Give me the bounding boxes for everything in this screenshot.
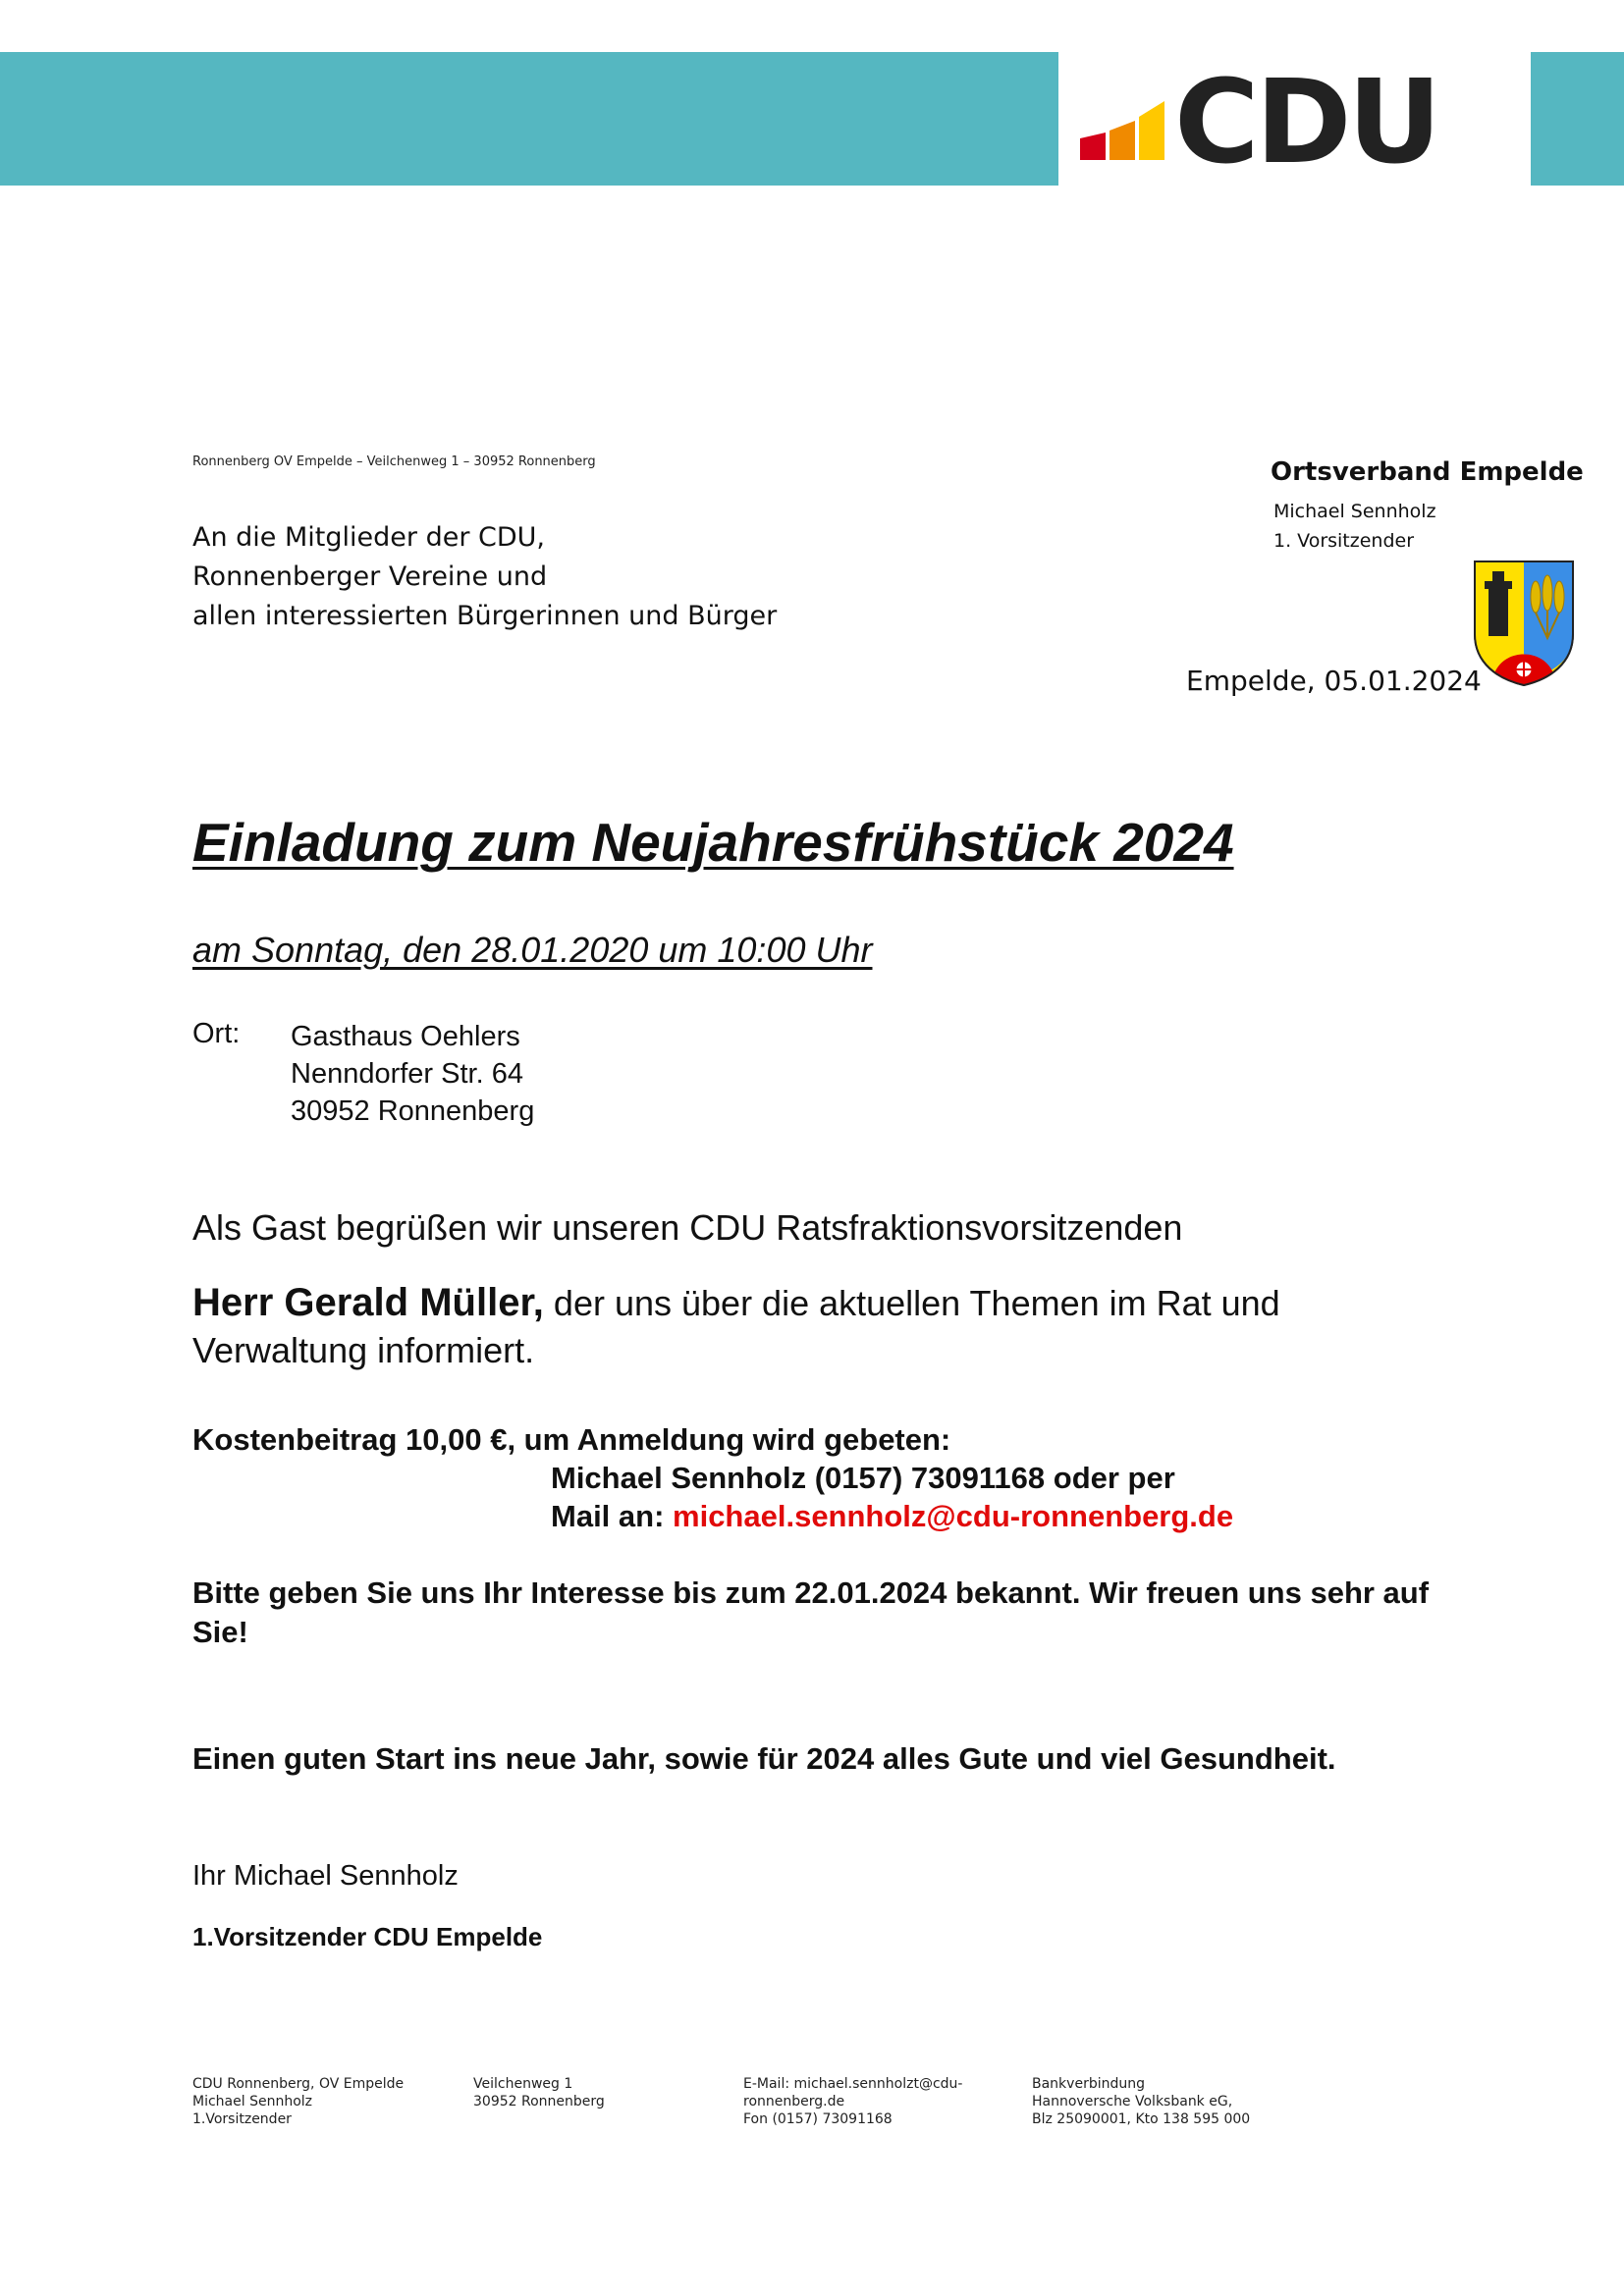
guest-intro: Als Gast begrüßen wir unseren CDU Ratsfraktionsvorsitzenden bbox=[192, 1207, 1183, 1248]
footer-line: CDU Ronnenberg, OV Empelde bbox=[192, 2076, 405, 2092]
event-date-time: am Sonntag, den 28.01.2020 um 10:00 Uhr bbox=[192, 930, 873, 970]
footer-line: Hannoversche Volksbank eG, bbox=[1032, 2094, 1233, 2109]
org-role: 1. Vorsitzender bbox=[1273, 530, 1415, 552]
recipient-block bbox=[192, 518, 777, 636]
footer-line: ronnenberg.de bbox=[743, 2094, 845, 2109]
sender-address-line: Ronnenberg OV Empelde – Veilchenweg 1 – 30952 Ronnenberg bbox=[192, 454, 596, 469]
footer-line: Fon (0157) 73091168 bbox=[743, 2111, 893, 2127]
speaker-text: der uns über die aktuellen Themen im Rat und Verwaltung informiert. bbox=[192, 1283, 1280, 1370]
contact-phone-line: Michael Sennholz (0157) 73091168 oder per bbox=[551, 1461, 1175, 1495]
invitation-title: Einladung zum Neujahresfrühstück 2024 bbox=[192, 812, 1234, 873]
location-line: Nenndorfer Str. 64 bbox=[291, 1058, 523, 1090]
recipient-line: Ronnenberger Vereine und bbox=[192, 561, 548, 592]
email-link[interactable]: michael.sennholz@cdu-ronnenberg.de bbox=[673, 1499, 1234, 1533]
recipient-line: An die Mitglieder der CDU, bbox=[192, 522, 545, 553]
footer-line: Veilchenweg 1 bbox=[473, 2076, 573, 2092]
mail-label: Mail an: bbox=[551, 1499, 674, 1533]
contact-mail-line bbox=[551, 1497, 1233, 1535]
cost-line: Kostenbeitrag 10,00 €, um Anmeldung wird gebeten: bbox=[192, 1422, 951, 1457]
footer-line: Bankverbindung bbox=[1032, 2076, 1145, 2092]
signature-role: 1.Vorsitzender CDU Empelde bbox=[192, 1922, 543, 1951]
footer-organization bbox=[192, 2075, 404, 2128]
org-name: Ortsverband Empelde bbox=[1271, 457, 1584, 487]
letter-date: Empelde, 05.01.2024 bbox=[1186, 665, 1482, 697]
footer-line: 1.Vorsitzender bbox=[192, 2111, 292, 2127]
header-band-left bbox=[0, 52, 1058, 186]
footer-bank bbox=[1032, 2075, 1250, 2128]
org-person: Michael Sennholz bbox=[1273, 501, 1436, 522]
registration-contact bbox=[551, 1459, 1233, 1535]
footer-line: Blz 25090001, Kto 138 595 000 bbox=[1032, 2111, 1251, 2127]
logo-text: CDU bbox=[1174, 54, 1438, 186]
signature-name: Ihr Michael Sennholz bbox=[192, 1860, 459, 1892]
footer-contact bbox=[743, 2075, 962, 2128]
logo-bar-orange bbox=[1110, 121, 1135, 160]
location-address bbox=[291, 1018, 534, 1130]
speaker-paragraph bbox=[192, 1279, 1430, 1374]
header-band-right bbox=[1531, 52, 1624, 186]
coat-of-arms-icon bbox=[1471, 558, 1577, 692]
cdu-logo bbox=[1058, 52, 1531, 186]
speaker-name: Herr Gerald Müller, bbox=[192, 1281, 544, 1324]
location-line: 30952 Ronnenberg bbox=[291, 1095, 535, 1127]
footer-line: E-Mail: michael.sennholzt@cdu- bbox=[743, 2076, 963, 2092]
logo-bar-red bbox=[1080, 133, 1106, 160]
footer-line: Michael Sennholz bbox=[192, 2094, 312, 2109]
footer-address bbox=[473, 2075, 605, 2110]
recipient-line: allen interessierten Bürgerinnen und Bürger bbox=[192, 601, 778, 631]
location-label: Ort: bbox=[192, 1018, 241, 1049]
logo-bar-yellow bbox=[1139, 101, 1164, 160]
interest-paragraph: Bitte geben Sie uns Ihr Interesse bis zum 22.01.2024 bekannt. Wir freuen uns sehr auf Sie! bbox=[192, 1575, 1430, 1649]
footer-line: 30952 Ronnenberg bbox=[473, 2094, 605, 2109]
new-year-wishes: Einen guten Start ins neue Jahr, sowie für 2024 alles Gute und viel Gesundheit. bbox=[192, 1741, 1336, 1776]
org-block bbox=[1271, 457, 1584, 556]
location-line: Gasthaus Oehlers bbox=[291, 1021, 520, 1052]
